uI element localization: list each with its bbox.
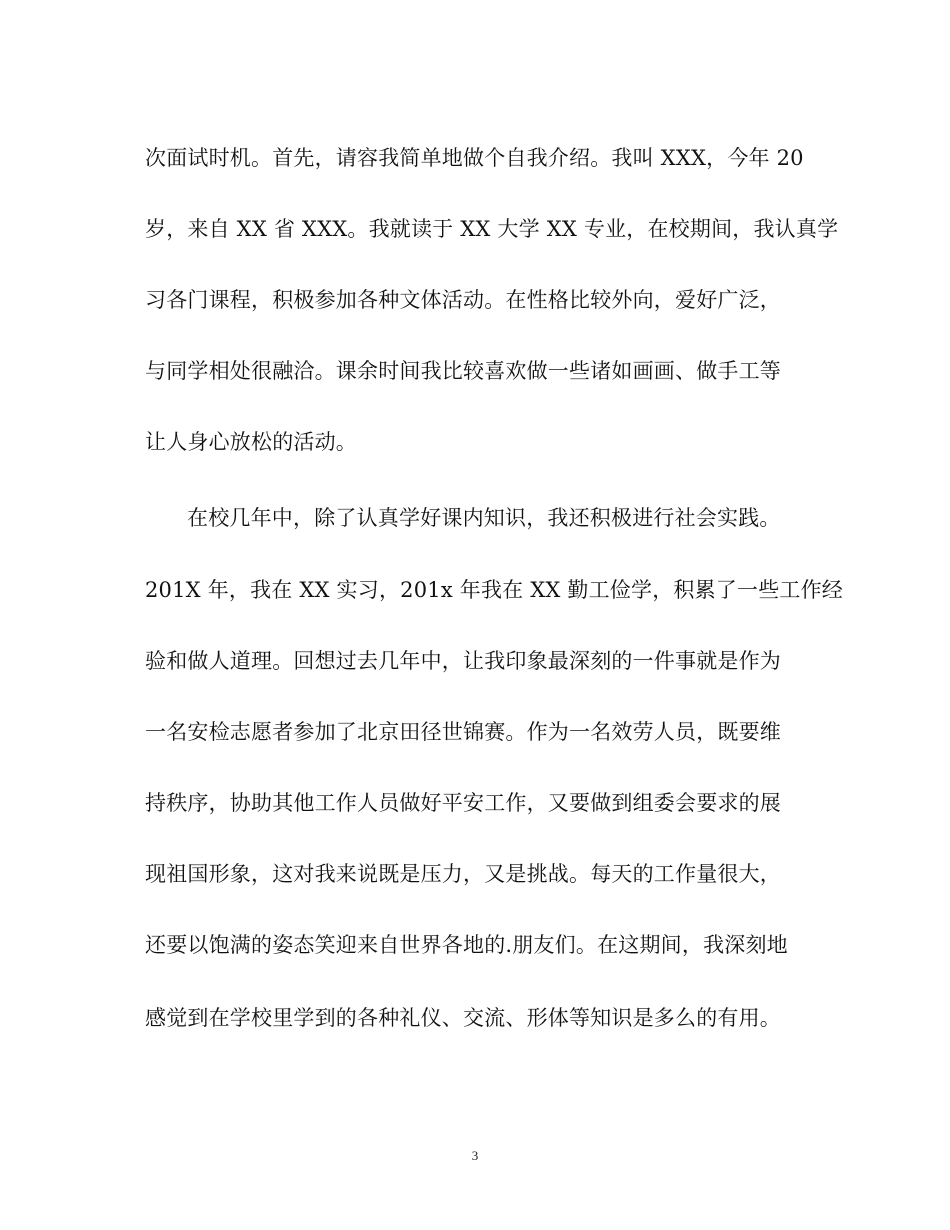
text-line: 持秩序，协助其他工作人员做好平安工作，又要做到组委会要求的展 <box>145 791 781 815</box>
page-number: 3 <box>471 1148 479 1163</box>
text-line: 习各门课程，积极参加各种文体活动。在性格比较外向，爱好广泛， <box>145 288 781 312</box>
text-line: 岁，来自 XX 省 XXX。我就读于 XX 大学 XX 专业，在校期间，我认真学 <box>145 217 839 241</box>
text-line: 201X 年，我在 XX 实习，201x 年我在 XX 勤工俭学，积累了一些工作经 <box>145 578 844 602</box>
text-line: 让人身心放松的活动。 <box>145 430 357 454</box>
text-line: 次面试时机。首先，请容我简单地做个自我介绍。我叫 XXX，今年 20 <box>145 146 804 170</box>
text-line: 还要以饱满的姿态笑迎来自世界各地的.朋友们。在这期间，我深刻地 <box>145 933 788 957</box>
paragraph-first-line: 在校几年中，除了认真学好课内知识，我还积极进行社会实践。 <box>187 506 781 530</box>
text-line: 感觉到在学校里学到的各种礼仪、交流、形体等知识是多么的有用。 <box>145 1006 781 1030</box>
text-line: 现祖国形象，这对我来说既是压力，又是挑战。每天的工作量很大， <box>145 862 781 886</box>
text-line: 验和做人道理。回想过去几年中，让我印象最深刻的一件事就是作为 <box>145 649 781 673</box>
text-line: 一名安检志愿者参加了北京田径世锦赛。作为一名效劳人员，既要维 <box>145 720 781 744</box>
text-line: 与同学相处很融洽。课余时间我比较喜欢做一些诸如画画、做手工等 <box>145 359 781 383</box>
